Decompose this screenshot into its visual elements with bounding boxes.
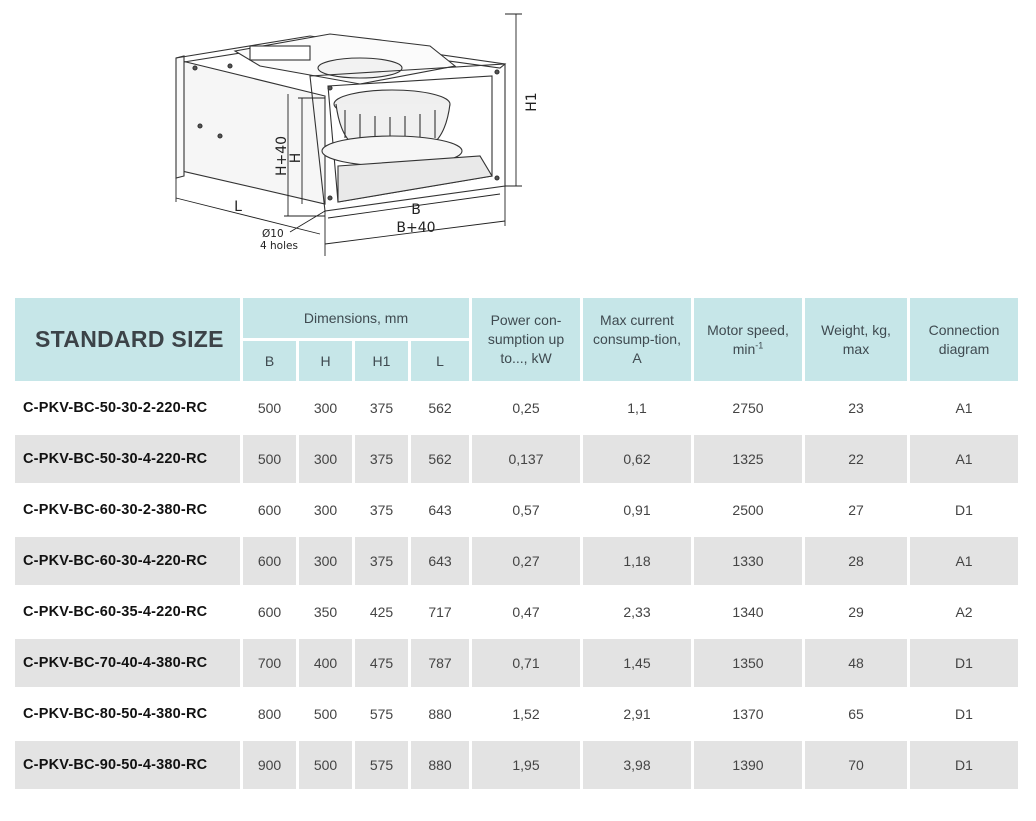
b-cell: 900 bbox=[243, 738, 296, 789]
speed-cell: 1325 bbox=[694, 432, 802, 483]
power-cell: 1,95 bbox=[472, 738, 580, 789]
diagram-cell: A1 bbox=[910, 432, 1018, 483]
fan-dimension-drawing bbox=[160, 6, 550, 266]
table-row bbox=[15, 432, 1018, 483]
h1-cell: 425 bbox=[355, 585, 408, 636]
weight-cell: 27 bbox=[805, 483, 907, 534]
h-cell: 400 bbox=[299, 636, 352, 687]
l-cell: 562 bbox=[411, 432, 469, 483]
h1-cell: 575 bbox=[355, 687, 408, 738]
h1-cell: 575 bbox=[355, 738, 408, 789]
power-cell: 1,52 bbox=[472, 687, 580, 738]
weight-cell: 28 bbox=[805, 534, 907, 585]
h-cell: 300 bbox=[299, 534, 352, 585]
h1-cell: 375 bbox=[355, 534, 408, 585]
weight-cell: 29 bbox=[805, 585, 907, 636]
dim-label-b40: B+40 bbox=[396, 220, 436, 236]
diagram-cell: D1 bbox=[910, 483, 1018, 534]
h1-cell: 375 bbox=[355, 483, 408, 534]
h-cell: 350 bbox=[299, 585, 352, 636]
h1-cell: 475 bbox=[355, 636, 408, 687]
dim-label-h40: H+40 bbox=[274, 135, 290, 177]
h-cell: 300 bbox=[299, 432, 352, 483]
h-cell: 300 bbox=[299, 381, 352, 432]
table-row bbox=[15, 585, 1018, 636]
model-cell: C-PKV-BC-70-40-4-380-RC bbox=[15, 636, 240, 687]
dim-label-h1: H1 bbox=[524, 92, 540, 112]
dimensions-header: Dimensions, mm bbox=[243, 298, 469, 338]
left-flange bbox=[176, 56, 184, 178]
table-row bbox=[15, 738, 1018, 789]
h1-cell: 375 bbox=[355, 432, 408, 483]
specification-table bbox=[12, 298, 1021, 789]
l-cell: 787 bbox=[411, 636, 469, 687]
speed-cell: 1390 bbox=[694, 738, 802, 789]
dim-col-b: B bbox=[243, 338, 296, 381]
power-cell: 0,71 bbox=[472, 636, 580, 687]
speed-cell: 1370 bbox=[694, 687, 802, 738]
l-cell: 717 bbox=[411, 585, 469, 636]
weight-cell: 70 bbox=[805, 738, 907, 789]
hole-count-label: 4 holes bbox=[260, 240, 298, 252]
table-row bbox=[15, 534, 1018, 585]
b-cell: 600 bbox=[243, 585, 296, 636]
dim-label-l: L bbox=[234, 199, 242, 215]
left-side-panel bbox=[182, 61, 325, 204]
current-cell: 0,62 bbox=[583, 432, 691, 483]
l-cell: 643 bbox=[411, 534, 469, 585]
weight-cell: 22 bbox=[805, 432, 907, 483]
dim-col-h1: H1 bbox=[355, 338, 408, 381]
h-cell: 500 bbox=[299, 687, 352, 738]
dim-label-b: B bbox=[411, 202, 421, 218]
b-cell: 500 bbox=[243, 432, 296, 483]
b-cell: 800 bbox=[243, 687, 296, 738]
l-cell: 562 bbox=[411, 381, 469, 432]
speed-cell: 1350 bbox=[694, 636, 802, 687]
connection-header: Connection diagram bbox=[910, 298, 1018, 381]
l-cell: 880 bbox=[411, 738, 469, 789]
current-cell: 1,45 bbox=[583, 636, 691, 687]
current-cell: 1,18 bbox=[583, 534, 691, 585]
l-cell: 880 bbox=[411, 687, 469, 738]
weight-cell: 23 bbox=[805, 381, 907, 432]
speed-cell: 2500 bbox=[694, 483, 802, 534]
table-row bbox=[15, 483, 1018, 534]
model-cell: C-PKV-BC-60-35-4-220-RC bbox=[15, 585, 240, 636]
speed-cell: 2750 bbox=[694, 381, 802, 432]
dim-col-l: L bbox=[411, 338, 469, 381]
power-header: Power con-sumption up to..., kW bbox=[472, 298, 580, 381]
h-cell: 300 bbox=[299, 483, 352, 534]
current-cell: 0,91 bbox=[583, 483, 691, 534]
weight-cell: 65 bbox=[805, 687, 907, 738]
b-cell: 700 bbox=[243, 636, 296, 687]
hole-diameter-label: Ø10 bbox=[262, 228, 284, 240]
weight-cell: 48 bbox=[805, 636, 907, 687]
l-cell: 643 bbox=[411, 483, 469, 534]
motor-bracket bbox=[250, 46, 310, 60]
power-cell: 0,57 bbox=[472, 483, 580, 534]
diagram-cell: A1 bbox=[910, 534, 1018, 585]
diagram-cell: A2 bbox=[910, 585, 1018, 636]
table-row bbox=[15, 381, 1018, 432]
dim-label-h: H bbox=[288, 152, 304, 164]
current-cell: 2,33 bbox=[583, 585, 691, 636]
dim-col-h: H bbox=[299, 338, 352, 381]
weight-header: Weight, kg, max bbox=[805, 298, 907, 381]
model-cell: C-PKV-BC-60-30-4-220-RC bbox=[15, 534, 240, 585]
table-row bbox=[15, 687, 1018, 738]
table-row bbox=[15, 636, 1018, 687]
diagram-cell: D1 bbox=[910, 636, 1018, 687]
b-cell: 500 bbox=[243, 381, 296, 432]
current-cell: 2,91 bbox=[583, 687, 691, 738]
model-cell: C-PKV-BC-90-50-4-380-RC bbox=[15, 738, 240, 789]
current-cell: 3,98 bbox=[583, 738, 691, 789]
speed-header bbox=[694, 298, 802, 381]
diagram-cell: A1 bbox=[910, 381, 1018, 432]
speed-header-text: Motor speed, min bbox=[707, 321, 789, 357]
power-cell: 0,47 bbox=[472, 585, 580, 636]
current-header: Max current consump-tion, A bbox=[583, 298, 691, 381]
model-cell: C-PKV-BC-50-30-2-220-RC bbox=[15, 381, 240, 432]
model-cell: C-PKV-BC-50-30-4-220-RC bbox=[15, 432, 240, 483]
power-cell: 0,137 bbox=[472, 432, 580, 483]
speed-unit-superscript: -1 bbox=[755, 339, 764, 350]
diagram-cell: D1 bbox=[910, 738, 1018, 789]
speed-cell: 1340 bbox=[694, 585, 802, 636]
standard-size-header: STANDARD SIZE bbox=[15, 298, 240, 381]
h1-cell: 375 bbox=[355, 381, 408, 432]
power-cell: 0,27 bbox=[472, 534, 580, 585]
h-cell: 500 bbox=[299, 738, 352, 789]
speed-cell: 1330 bbox=[694, 534, 802, 585]
model-cell: C-PKV-BC-80-50-4-380-RC bbox=[15, 687, 240, 738]
model-cell: C-PKV-BC-60-30-2-380-RC bbox=[15, 483, 240, 534]
fan-drawing-svg bbox=[160, 6, 550, 266]
b-cell: 600 bbox=[243, 534, 296, 585]
diagram-cell: D1 bbox=[910, 687, 1018, 738]
power-cell: 0,25 bbox=[472, 381, 580, 432]
b-cell: 600 bbox=[243, 483, 296, 534]
current-cell: 1,1 bbox=[583, 381, 691, 432]
header-row-1 bbox=[15, 298, 1018, 338]
